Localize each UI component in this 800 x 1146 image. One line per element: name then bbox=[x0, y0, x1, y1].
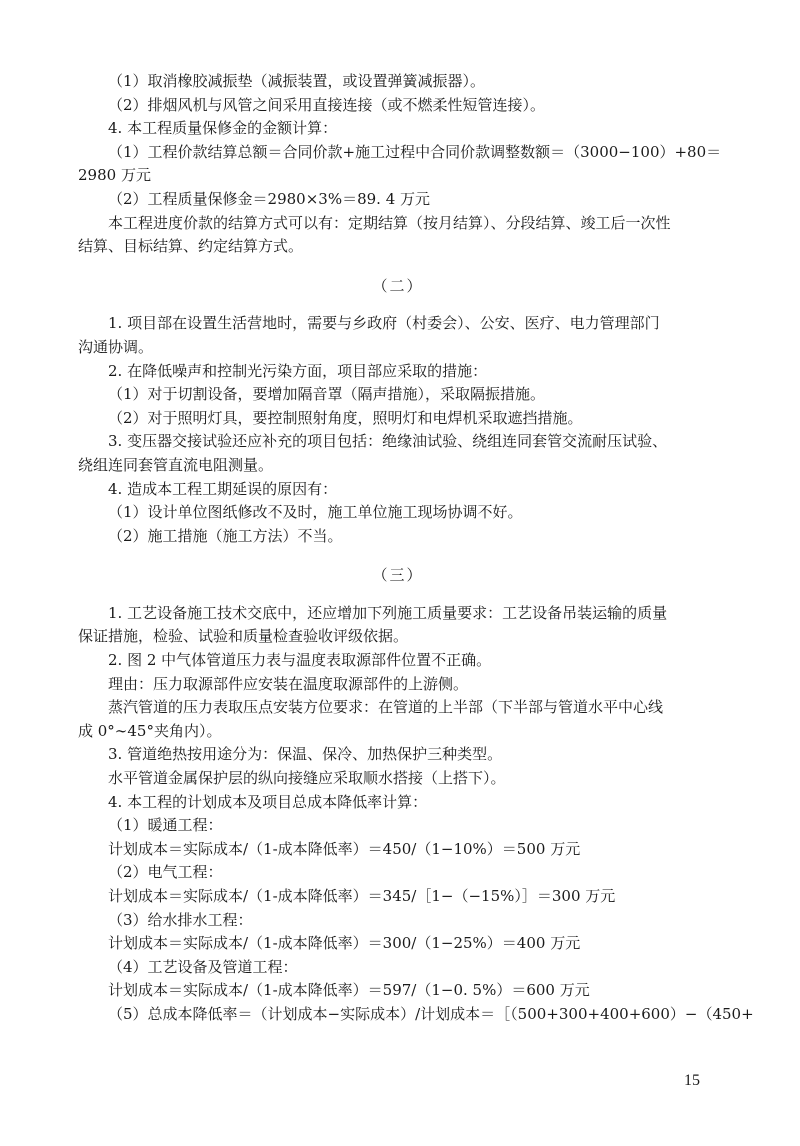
text-line: （1）设计单位图纸修改不及时，施工单位施工现场协调不好。 bbox=[108, 503, 523, 522]
page-number: 15 bbox=[684, 1072, 700, 1089]
text-line: 本工程进度价款的结算方式可以有：定期结算（按月结算）、分段结算、竣工后一次性 bbox=[108, 213, 671, 232]
text-line: 计划成本＝实际成本/（1-成本降低率）＝345/［1−（−15%）］＝300 万元 bbox=[108, 887, 616, 905]
text-line: 1. 项目部在设置生活营地时，需要与乡政府（村委会）、公安、医疗、电力管理部门 bbox=[108, 314, 660, 333]
text-line: 4. 本工程质量保修金的金额计算： bbox=[108, 119, 338, 138]
text-line: （1）暖通工程： bbox=[108, 816, 223, 835]
text-line: （2）电气工程： bbox=[108, 863, 223, 882]
text-line: 结算、目标结算、约定结算方式。 bbox=[78, 237, 304, 256]
section-3 bbox=[78, 602, 754, 1027]
text-line: （2）排烟风机与风管之间采用直接连接（或不燃柔性短管连接）。 bbox=[108, 95, 546, 114]
text-line: 3. 变压器交接试验还应补充的项目包括：绝缘油试验、绕组连同套管交流耐压试验、 bbox=[108, 432, 668, 451]
text-line: 理由：压力取源部件应安装在温度取源部件的上游侧。 bbox=[108, 674, 469, 693]
text-line: 4. 本工程的计划成本及项目总成本降低率计算： bbox=[108, 792, 428, 811]
text-line: （1）对于切割设备，要增加隔音罩（隔声措施），采取隔振措施。 bbox=[108, 385, 546, 404]
section-heading-3: （三） bbox=[372, 566, 424, 585]
text-line: 2. 在降低噪声和控制光污染方面，项目部应采取的措施： bbox=[108, 361, 488, 380]
text-line: 保证措施，检验、试验和质量检查验收评级依据。 bbox=[78, 627, 409, 646]
text-line: （2）工程质量保修金＝2980×3%＝89. 4 万元 bbox=[108, 189, 431, 208]
text-line: 4. 造成本工程工期延误的原因有： bbox=[108, 479, 338, 498]
text-line: 1. 工艺设备施工技术交底中，还应增加下列施工质量要求：工艺设备吊装运输的质量 bbox=[108, 603, 668, 622]
text-line: （1）工程价款结算总额＝合同价款+施工过程中合同价款调整数额＝（3000−100）+80＝ bbox=[108, 142, 722, 161]
text-line: 计划成本＝实际成本/（1-成本降低率）＝450/（1−10%）＝500 万元 bbox=[108, 839, 581, 858]
text-line: 2. 图 2 中气体管道压力表与温度表取源部件位置不正确。 bbox=[108, 651, 492, 670]
text-line: 蒸汽管道的压力表取压点安装方位要求：在管道的上半部（下半部与管道水平中心线 bbox=[108, 698, 664, 717]
text-line: 计划成本＝实际成本/（1-成本降低率）＝597/（1−0. 5%）＝600 万元 bbox=[108, 981, 590, 1000]
text-line: 绕组连同套管直流电阻测量。 bbox=[78, 455, 274, 474]
document-page bbox=[78, 70, 754, 1027]
text-line: （2）对于照明灯具，要控制照射角度，照明灯和电焊机采取遮挡措施。 bbox=[108, 408, 583, 427]
text-line: 3. 管道绝热按用途分为：保温、保冷、加热保护三种类型。 bbox=[108, 745, 503, 764]
text-line: （4）工艺设备及管道工程： bbox=[108, 957, 298, 976]
section-heading-2: （二） bbox=[372, 276, 424, 295]
text-line: 2980 万元 bbox=[78, 166, 151, 185]
section-2 bbox=[78, 312, 718, 548]
section-1 bbox=[78, 70, 722, 259]
text-line: 水平管道金属保护层的纵向接缝应采取顺水搭接（上搭下）。 bbox=[108, 769, 506, 788]
text-line: 成 0°∼45°夹角内）。 bbox=[78, 721, 222, 740]
text-line: （1）取消橡胶减振垫（减振装置，或设置弹簧减振器）。 bbox=[108, 72, 486, 90]
text-line: 计划成本＝实际成本/（1-成本降低率）＝300/（1−25%）＝400 万元 bbox=[108, 934, 581, 953]
text-line: 沟通协调。 bbox=[78, 337, 154, 356]
text-line: （3）给水排水工程： bbox=[108, 910, 253, 929]
text-line: （5）总成本降低率＝（计划成本−实际成本）/计划成本＝［（500+300+400+600）−（450+ bbox=[108, 1004, 754, 1023]
text-line: （2）施工措施（施工方法）不当。 bbox=[108, 526, 343, 545]
